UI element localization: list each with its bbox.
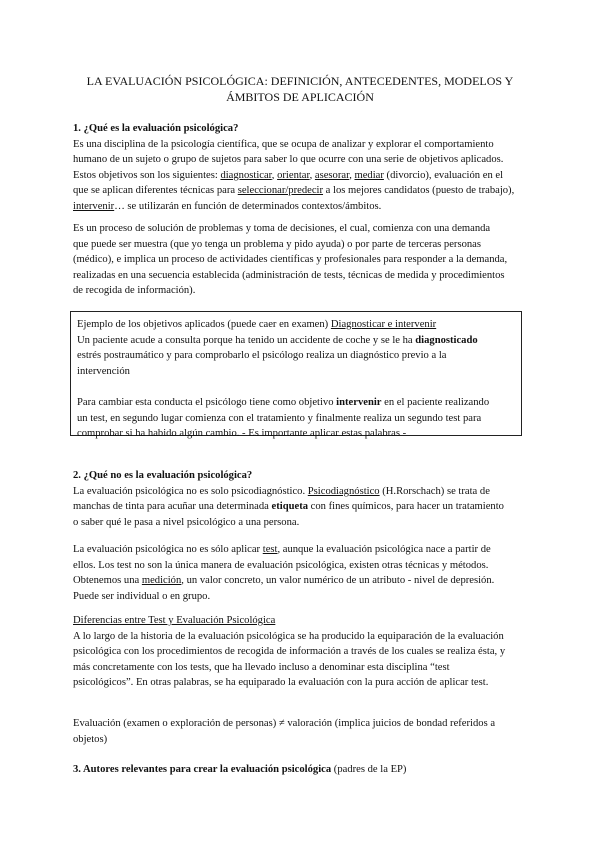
- paragraph-line: que puede ser muestra (que yo tenga un problema y pido ayuda) o por parte de terceras personas: [73, 238, 481, 250]
- title-line: LA EVALUACIÓN PSICOLÓGICA: DEFINICIÓN, ANTECEDENTES, MODELOS Y: [86, 74, 514, 88]
- text: que se aplican diferentes técnicas para: [73, 185, 238, 197]
- paragraph-line: Puede ser individual o en grupo.: [73, 590, 211, 602]
- text: (divorcio), evaluación en el: [383, 169, 504, 181]
- bold-term: diagnosticado: [415, 334, 478, 346]
- paragraph-line: objetos): [73, 733, 108, 745]
- term-medicion: medición: [141, 575, 182, 587]
- term-intervenir: intervenir: [73, 200, 115, 212]
- bold-term: etiqueta: [271, 501, 309, 513]
- paragraph-line: Es una disciplina de la psicología científica, que se ocupa de analizar y explorar el comportamiento: [73, 138, 494, 150]
- box-line: intervención: [77, 365, 130, 377]
- term-test: test: [262, 544, 278, 555]
- term-mediar: mediar: [354, 169, 384, 181]
- text: … se utilizarán en función de determinados contextos/ámbitos.: [114, 200, 382, 212]
- paragraph-line: ellos. Los test no son la única manera de evaluación psicológica, existen otras técnicas y métodos.: [73, 559, 489, 571]
- section-1-paragraph-2: [73, 221, 531, 299]
- text: Para cambiar esta conducta el psicólogo tiene como objetivo: [77, 396, 337, 408]
- paragraph-line: [73, 484, 531, 500]
- section-2-heading: 2. ¿Qué no es la evaluación psicológica?: [73, 470, 253, 481]
- paragraph-line: humano de un sujeto o grupo de sujetos para saber lo que ocurre con una serie de objetivos aplicados.: [73, 154, 504, 166]
- paragraph-line: psicológica con los procedimientos de recogida de información a través de los cuales se realiza ésta, y: [73, 646, 506, 658]
- text: ,: [349, 169, 355, 181]
- box-line: comprobar si ha habido algún cambio. - Es importante aplicar estas palabras -: [77, 428, 407, 440]
- example-box: [70, 311, 522, 440]
- paragraph-line: Es un proceso de solución de problemas y toma de decisiones, el cual, comienza con una demanda: [73, 223, 491, 234]
- term-asesorar: asesorar: [314, 169, 350, 181]
- text: manchas de tinta para acuñar una determinada: [73, 501, 272, 513]
- text: Un paciente acude a consulta porque ha tenido un accidente de coche y se le ha: [77, 334, 416, 346]
- paragraph-line: [73, 573, 531, 589]
- text: a los mejores candidatos (puesto de trabajo),: [323, 185, 515, 197]
- paragraph-line: [73, 499, 531, 515]
- differences-heading: Diferencias entre Test y Evaluación Psicológica: [73, 615, 276, 626]
- paragraph-line: [73, 542, 531, 558]
- paragraph-line: A lo largo de la historia de la evaluación psicológica se ha producido la equiparación de la evaluación: [73, 630, 504, 642]
- paragraph-line: o saber qué le pasa a nivel psicológico a una persona.: [73, 516, 300, 528]
- section-3-heading: [73, 762, 531, 778]
- document-title: [74, 73, 526, 105]
- section-2-paragraph-2: [73, 542, 531, 604]
- paragraph-line: de recogida de información).: [73, 285, 196, 297]
- box-highlight: Diagnosticar e intervenir: [330, 319, 437, 330]
- paragraph-line: realizadas en una secuencia establecida (administración de tests, técnicas de medida y procedimientos: [73, 269, 505, 281]
- paragraph-line: [73, 183, 531, 199]
- paragraph-line: Evaluación (examen o exploración de personas) ≠ valoración (implica juicios de bondad referidos a: [73, 718, 496, 729]
- bold-term: intervenir: [336, 396, 382, 408]
- text: ,: [309, 169, 315, 181]
- differences-section: [73, 613, 531, 691]
- text: en el paciente realizando: [381, 396, 490, 408]
- section-3: [73, 762, 531, 778]
- box-line: [77, 333, 517, 349]
- paragraph-line: [73, 199, 531, 215]
- box-line: [77, 395, 517, 411]
- section-1-heading: 1. ¿Qué es la evaluación psicológica?: [73, 123, 239, 134]
- box-line: [77, 317, 517, 333]
- paragraph-line: psicológicos”. En otras palabras, se ha equiparado la evaluación con la pura acción de aplicar test.: [73, 677, 489, 689]
- paragraph-line: más concretamente con los tests, que ha llevado incluso a denominar esta disciplina “test: [73, 661, 450, 673]
- heading-suffix: (padres de la EP): [331, 764, 407, 775]
- term-seleccionar: seleccionar/predecir: [237, 185, 324, 197]
- paragraph-line: (médico), e implica un proceso de actividades científicas y profesionales para responder a la demanda,: [73, 254, 508, 266]
- text: (H.Rorschach) se trata de: [379, 485, 490, 497]
- text: , aunque la evaluación psicológica nace a partir de: [277, 544, 491, 555]
- section-2: [73, 468, 531, 530]
- text: Ejemplo de los objetivos aplicados (puede caer en examen): [77, 319, 331, 330]
- text: Obtenemos una: [73, 575, 142, 587]
- term-psicodiagnostico: Psicodiagnóstico: [307, 485, 380, 497]
- text: con fines químicos, para hacer un tratamiento: [308, 501, 504, 513]
- box-line: un test, en segundo lugar comienza con el tratamiento y finalmente realiza un segundo test para: [77, 412, 482, 424]
- section-1: [73, 121, 531, 215]
- term-orientar: orientar: [277, 169, 310, 181]
- title-line: ÁMBITOS DE APLICACIÓN: [226, 90, 374, 104]
- paragraph-line: [73, 168, 531, 184]
- evaluation-note: [73, 716, 531, 747]
- text: , un valor concreto, un valor numérico de un atributo - nivel de depresión.: [181, 575, 495, 587]
- heading-text: 3. Autores relevantes para crear la evaluación psicológica: [73, 764, 332, 775]
- term-diagnosticar: diagnosticar: [220, 169, 272, 181]
- text: La evaluación psicológica no es sólo aplicar: [73, 544, 263, 555]
- text: La evaluación psicológica no es solo psicodiagnóstico.: [73, 485, 308, 497]
- box-line: estrés postraumático y para comprobarlo el psicólogo realiza un diagnóstico previo a la: [77, 350, 447, 362]
- text: ,: [271, 169, 278, 181]
- text: Estos objetivos son los siguientes:: [73, 169, 221, 181]
